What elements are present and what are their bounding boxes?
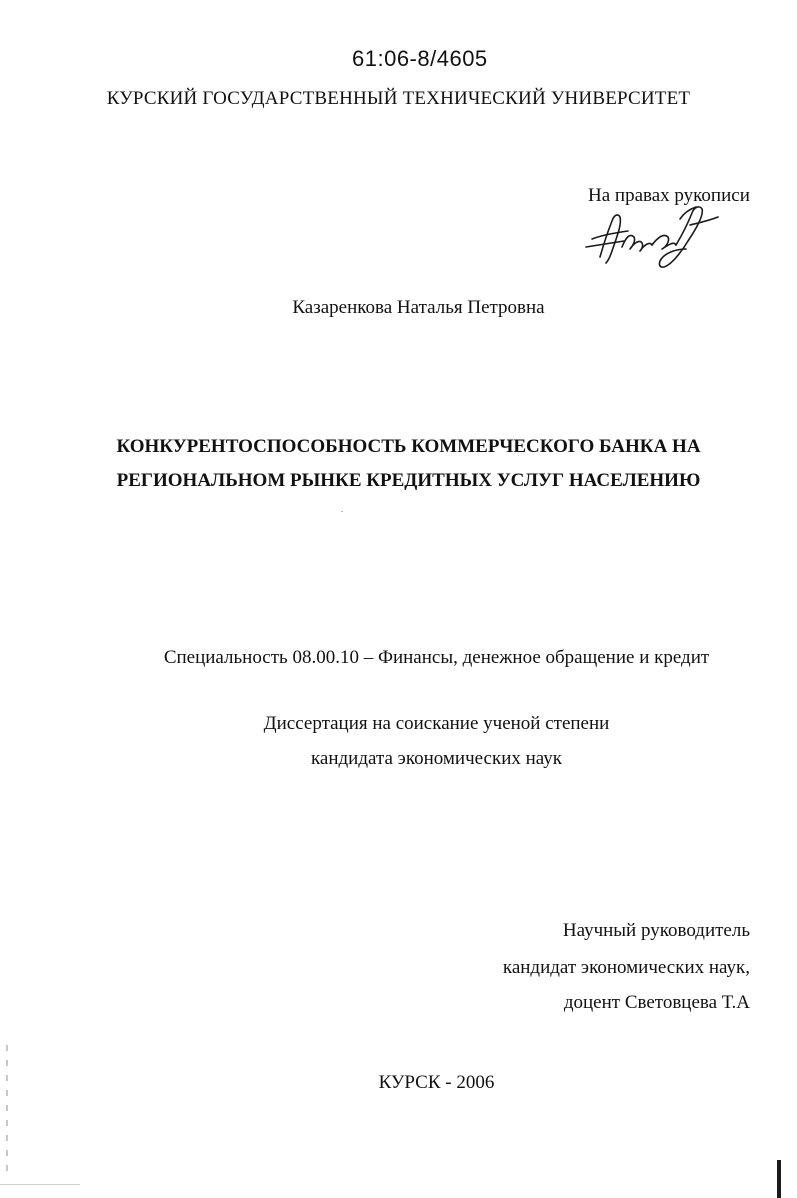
catalog-number: 61:06-8/4605 <box>352 46 488 71</box>
scan-edge-bar <box>777 1160 781 1198</box>
city-year: КУРСК - 2006 <box>378 1072 495 1093</box>
specialty-line: Специальность 08.00.10 – Финансы, денежное обращение и кредит <box>163 647 710 668</box>
advisor-name: доцент Световцева Т.А <box>563 992 750 1013</box>
scan-edge-marks <box>6 1045 8 1185</box>
advisor-degree: кандидат экономических наук, <box>502 957 750 978</box>
university-name: КУРСКИЙ ГОСУДАРСТВЕННЫЙ ТЕХНИЧЕСКИЙ УНИВЕРСИТЕТ <box>106 88 691 109</box>
author-name: Казаренкова Наталья Петровна <box>292 297 545 318</box>
manuscript-rights-label: На правах рукописи <box>588 185 750 206</box>
advisor-role: Научный руководитель <box>562 920 750 941</box>
signature <box>578 195 728 275</box>
scan-speck <box>341 511 343 512</box>
degree-line-2: кандидата экономических наук <box>310 748 563 769</box>
degree-line-1: Диссертация на соискание ученой степени <box>263 713 610 734</box>
dissertation-title-line-2: РЕГИОНАЛЬНОМ РЫНКЕ КРЕДИТНЫХ УСЛУГ НАСЕЛЕНИЮ <box>116 470 701 491</box>
scan-bottom-rule <box>0 1184 80 1185</box>
dissertation-title-line-1: КОНКУРЕНТОСПОСОБНОСТЬ КОММЕРЧЕСКОГО БАНКА НА <box>116 436 701 457</box>
